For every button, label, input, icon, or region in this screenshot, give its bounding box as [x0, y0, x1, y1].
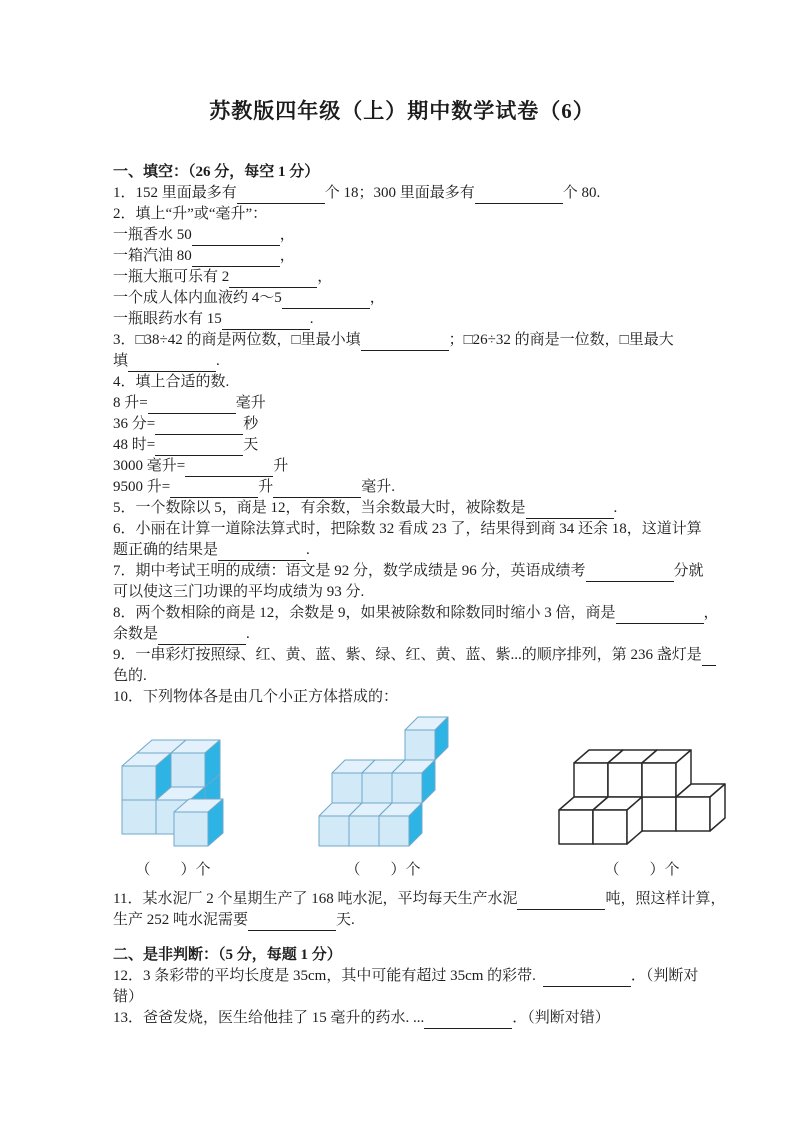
- q3-blank-1[interactable]: [361, 332, 449, 351]
- q4i2-text: 36 分=: [113, 416, 156, 432]
- question-5: [113, 498, 693, 519]
- q3-text-2: ；□26÷32 的商是一位数，□里最大: [448, 332, 674, 348]
- q7-text-1: 7．期中考试王明的成绩：语文是 92 分，数学成绩是 96 分，英语成绩考: [113, 563, 586, 579]
- cube-figure-3-drawing: [555, 726, 729, 848]
- question-6-line-2: [113, 540, 693, 561]
- q12-text-2: ．（判断对: [630, 968, 699, 984]
- question-4-item-4: [113, 456, 693, 477]
- q6-blank[interactable]: [218, 542, 306, 561]
- cube-figure-1: [118, 726, 228, 881]
- q2i1-text: 一瓶香水 50: [113, 227, 192, 243]
- q2i4-text: 一个成人体内血液约 4～5: [113, 290, 282, 306]
- q13-blank[interactable]: [424, 1010, 512, 1029]
- q4i1-blank[interactable]: [148, 395, 236, 414]
- section-2-heading: 二、是非判断：（5 分，每题 1 分）: [113, 947, 342, 963]
- question-4-item-1: [113, 393, 693, 414]
- q4i1-unit: 毫升: [235, 395, 266, 411]
- question-6-line-1: [113, 519, 702, 540]
- question-13: [113, 1008, 693, 1029]
- q8-text-4: .: [246, 626, 250, 642]
- q1-text-2: 个 18；300 里面最多有: [324, 185, 475, 201]
- question-1: [113, 183, 693, 204]
- question-2-item-3: [113, 267, 693, 288]
- cube-figure-3-count-label[interactable]: （ ）个: [604, 862, 680, 878]
- q8-text-3: 余数是: [113, 626, 159, 642]
- q4i2-blank[interactable]: [155, 416, 243, 435]
- q13-text-1: 13．爸爸发烧，医生给他挂了 15 毫升的药水. ...: [113, 1010, 425, 1026]
- q13-text-2: ．（判断对错）: [512, 1010, 610, 1026]
- q2i1-punct: ，: [279, 227, 295, 243]
- q2i3-text: 一瓶大瓶可乐有 2: [113, 269, 230, 285]
- q7-text-2: 分就: [673, 563, 704, 579]
- q5-text-2: .: [613, 500, 618, 516]
- q11-text-1: 11．某水泥厂 2 个星期生产了 168 吨水泥，平均每天生产水泥: [113, 891, 518, 907]
- q4i5-blank-2[interactable]: [273, 479, 361, 498]
- q3-blank-2[interactable]: [128, 353, 216, 372]
- q12-text-1: 12．3 条彩带的平均长度是 35cm，其中可能有超过 35cm 的彩带.: [113, 968, 536, 984]
- question-4-item-3: [113, 435, 693, 456]
- q8-text-1: 8．两个数相除的商是 12，余数是 9，如果被除数和除数同时缩小 3 倍，商是: [113, 605, 616, 621]
- question-4-item-2: [113, 414, 693, 435]
- q3-text-4: .: [216, 353, 220, 369]
- question-8-line-1: [113, 603, 719, 624]
- question-10: [113, 687, 693, 708]
- question-4: [113, 372, 693, 393]
- q1-text-1: 1．152 里面最多有: [113, 185, 237, 201]
- question-7-line-2: [113, 582, 693, 603]
- q4i3-text: 48 时=: [113, 437, 156, 453]
- q1-text-3: 个 80.: [562, 185, 601, 201]
- question-2-item-2: [113, 246, 693, 267]
- q11-text-4: 天.: [336, 912, 355, 928]
- q10-text: 10．下列物体各是由几个小正方体搭成的：: [113, 689, 399, 705]
- question-4-item-5: [113, 477, 693, 498]
- cube-figure-2-drawing: [315, 714, 451, 848]
- q1-blank-1[interactable]: [237, 185, 325, 204]
- q11-blank-2[interactable]: [248, 912, 336, 931]
- q9-text-1: 9．一串彩灯按照绿、红、黄、蓝、紫、绿、红、黄、蓝、紫...的顺序排列，第 236 盏灯是: [113, 647, 702, 663]
- q4i1-text: 8 升=: [113, 395, 148, 411]
- q6-text-2: 题正确的结果是: [113, 542, 219, 558]
- q9-blank[interactable]: [702, 647, 716, 666]
- q2i5-text: 一瓶眼药水有 15: [113, 311, 222, 327]
- question-3-line-2: [113, 351, 693, 372]
- q8-blank-2[interactable]: [158, 626, 246, 645]
- q5-blank[interactable]: [526, 500, 614, 519]
- q2i2-text: 一箱汽油 80: [113, 248, 192, 264]
- q2i4-punct: ，: [369, 290, 385, 306]
- q7-blank[interactable]: [586, 563, 674, 582]
- q4i2-unit: 秒: [243, 416, 259, 432]
- q5-text-1: 5．一个数除以 5，商是 12，有余数，当余数最大时，被除数是: [113, 500, 526, 516]
- q2-text: 2．填上“升”或“毫升”：: [113, 206, 268, 222]
- page-title: 苏教版四年级（上）期中数学试卷（6）: [209, 99, 595, 123]
- cube-figure-3: [555, 726, 729, 881]
- q4i4-unit: 升: [273, 458, 289, 474]
- q2i3-punct: ，: [317, 269, 333, 285]
- q2i4-blank[interactable]: [282, 290, 370, 309]
- q11-text-3: 生产 252 吨水泥需要: [113, 912, 249, 928]
- q12-blank[interactable]: [543, 968, 631, 987]
- q4i4-blank[interactable]: [185, 458, 273, 477]
- question-8-line-2: [113, 624, 693, 645]
- q3-text-3: 填: [113, 353, 129, 369]
- question-7-line-1: [113, 561, 704, 582]
- question-9-line-2: [113, 666, 693, 687]
- cube-figure-2-count-label[interactable]: （ ）个: [345, 862, 421, 878]
- section-1-heading: 一、填空：（26 分，每空 1 分）: [113, 164, 320, 180]
- q11-text-2: 吨，照这样计算，: [605, 891, 726, 907]
- q8-blank-1[interactable]: [616, 605, 704, 624]
- question-2-item-5: [113, 309, 693, 330]
- q8-text-2: ，: [703, 605, 719, 621]
- question-12-line-2: [113, 987, 693, 1008]
- q2i3-blank[interactable]: [229, 269, 317, 288]
- q2i5-punct: .: [309, 311, 314, 327]
- q12-text-3: 错）: [113, 989, 144, 1005]
- question-11-line-2: [113, 910, 693, 931]
- question-9-line-1: [113, 645, 702, 666]
- question-3-line-1: [113, 330, 693, 351]
- cube-figure-1-drawing: [118, 726, 228, 848]
- cube-figures-row: [113, 714, 753, 881]
- q4i3-blank[interactable]: [155, 437, 243, 456]
- cube-figure-1-count-label[interactable]: （ ）个: [135, 862, 211, 878]
- question-12-line-1: [113, 966, 699, 987]
- q4i5-unit-1: 升: [258, 479, 274, 495]
- q4i5-blank-1[interactable]: [170, 479, 258, 498]
- cube-figure-2: [315, 714, 451, 881]
- q4i5-unit-2: 毫升.: [361, 479, 395, 495]
- q2i5-blank[interactable]: [222, 311, 310, 330]
- q6-text-1: 6．小丽在计算一道除法算式时，把除数 32 看成 23 了，结果得到商 34 还余 18，这道计算: [113, 521, 702, 537]
- question-2-item-4: [113, 288, 693, 309]
- q2i1-blank[interactable]: [192, 227, 280, 246]
- q4i5-text: 9500 升=: [113, 479, 171, 495]
- q6-text-3: .: [306, 542, 310, 558]
- q4-text: 4．填上合适的数.: [113, 374, 230, 390]
- question-2-item-1: [113, 225, 693, 246]
- q2i2-punct: ，: [279, 248, 295, 264]
- q11-blank-1[interactable]: [517, 891, 605, 910]
- q9-text-2: 色的.: [113, 668, 147, 684]
- q2i2-blank[interactable]: [192, 248, 280, 267]
- q7-text-3: 可以使这三门功课的平均成绩为 93 分.: [113, 584, 365, 600]
- q4i3-unit: 天: [243, 437, 259, 453]
- question-2: [113, 204, 693, 225]
- q1-blank-2[interactable]: [475, 185, 563, 204]
- question-11-line-1: [113, 889, 726, 910]
- q3-text-1: 3．□38÷42 的商是两位数，□里最小填: [113, 332, 361, 348]
- q4i4-text: 3000 毫升=: [113, 458, 186, 474]
